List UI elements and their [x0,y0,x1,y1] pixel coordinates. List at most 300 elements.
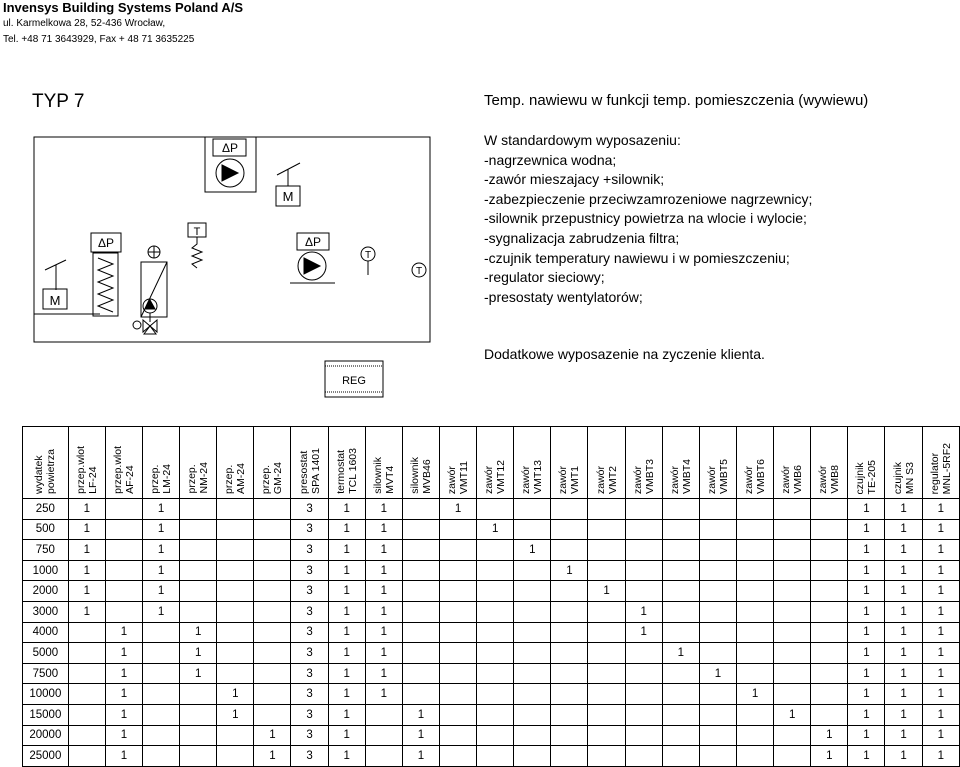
airflow-cell: 15000 [23,704,69,725]
column-header: presostat SPA 1401 [291,427,328,499]
quantity-cell: 1 [105,622,142,643]
quantity-cell: 1 [328,684,365,705]
airflow-cell: 5000 [23,643,69,664]
quantity-cell [514,725,551,746]
quantity-cell [662,601,699,622]
column-header: silownik MVB46 [402,427,439,499]
quantity-cell [105,540,142,561]
quantity-cell [477,622,514,643]
quantity-cell [662,684,699,705]
quantity-cell: 1 [477,519,514,540]
quantity-cell: 1 [105,725,142,746]
quantity-cell [477,684,514,705]
quantity-cell [439,746,476,767]
quantity-cell [662,540,699,561]
company-name: Invensys Building Systems Poland A/S [3,0,244,15]
airflow-cell: 20000 [23,725,69,746]
ahu-diagram [0,120,480,420]
quantity-cell [439,704,476,725]
quantity-cell: 1 [922,663,959,684]
quantity-cell: 1 [142,519,179,540]
quantity-cell [254,704,291,725]
table-row [23,499,960,520]
airflow-cell: 1000 [23,560,69,581]
quantity-cell [68,622,105,643]
quantity-cell [217,663,254,684]
room-temp-label: T [415,266,423,277]
column-header: przep.wlot LF-24 [68,427,105,499]
quantity-cell [699,643,736,664]
quantity-cell [365,704,402,725]
quantity-cell [588,643,625,664]
quantity-cell: 1 [848,601,885,622]
quantity-cell [142,622,179,643]
quantity-cell [402,581,439,602]
airflow-cell: 3000 [23,601,69,622]
quantity-cell: 1 [142,540,179,561]
column-header: zawór VMB8 [811,427,848,499]
quantity-cell: 1 [105,684,142,705]
quantity-cell: 3 [291,581,328,602]
quantity-cell: 1 [328,581,365,602]
quantity-cell [217,746,254,767]
quantity-cell [439,519,476,540]
quantity-cell [588,684,625,705]
table-row [23,622,960,643]
quantity-cell [551,519,588,540]
quantity-cell [180,519,217,540]
table-row [23,746,960,767]
quantity-cell [477,643,514,664]
quantity-cell [551,581,588,602]
quantity-cell [180,684,217,705]
quantity-cell [217,725,254,746]
quantity-cell: 3 [291,519,328,540]
quantity-cell [588,746,625,767]
quantity-cell: 1 [328,663,365,684]
quantity-cell [402,499,439,520]
quantity-cell [662,499,699,520]
column-header: czujnik MN S3 [885,427,922,499]
quantity-cell: 3 [291,601,328,622]
equipment-list [484,131,812,307]
quantity-cell: 3 [291,643,328,664]
table-row [23,643,960,664]
quantity-cell [514,601,551,622]
quantity-cell: 1 [922,581,959,602]
quantity-cell: 1 [365,499,402,520]
quantity-cell [142,725,179,746]
quantity-cell [625,581,662,602]
quantity-cell [625,704,662,725]
quantity-cell [68,746,105,767]
quantity-cell: 1 [142,601,179,622]
quantity-cell: 1 [105,746,142,767]
quantity-cell: 1 [402,746,439,767]
column-header: zawór VMBT3 [625,427,662,499]
column-header: zawór VMBT4 [662,427,699,499]
quantity-cell [736,643,773,664]
quantity-cell [514,684,551,705]
quantity-cell [736,704,773,725]
quantity-cell: 1 [402,725,439,746]
quantity-cell: 1 [922,560,959,581]
equipment-item: W standardowym wyposazeniu: [484,132,681,148]
quantity-cell [736,622,773,643]
quantity-cell: 1 [848,725,885,746]
quantity-cell: 1 [328,746,365,767]
quantity-cell [514,643,551,664]
quantity-cell [402,643,439,664]
filter-zigzag [98,258,113,312]
table-row [23,601,960,622]
table-row [23,684,960,705]
quantity-cell: 1 [365,560,402,581]
quantity-cell [662,704,699,725]
quantity-cell: 3 [291,560,328,581]
quantity-cell [402,622,439,643]
equipment-spec-table [22,426,960,767]
quantity-cell [811,560,848,581]
quantity-cell: 1 [922,499,959,520]
quantity-cell [699,581,736,602]
quantity-cell: 1 [885,560,922,581]
quantity-cell [402,519,439,540]
quantity-cell [477,663,514,684]
quantity-cell: 1 [922,704,959,725]
quantity-cell [105,601,142,622]
quantity-cell [551,725,588,746]
quantity-cell [180,601,217,622]
quantity-cell [68,704,105,725]
quantity-cell [477,540,514,561]
quantity-cell: 1 [328,519,365,540]
quantity-cell [180,725,217,746]
quantity-cell: 1 [365,601,402,622]
quantity-cell: 1 [848,704,885,725]
quantity-cell [402,663,439,684]
quantity-cell [514,622,551,643]
quantity-cell: 1 [848,684,885,705]
quantity-cell: 1 [922,725,959,746]
quantity-cell [625,499,662,520]
quantity-cell [736,540,773,561]
quantity-cell [68,684,105,705]
equipment-item: -nagrzewnica wodna; [484,151,617,168]
quantity-cell [736,746,773,767]
quantity-cell [254,560,291,581]
quantity-cell [625,560,662,581]
supply-temp-label: T [364,250,372,261]
quantity-cell: 1 [885,643,922,664]
quantity-cell [254,643,291,664]
equipment-item: -silownik przepustnicy powietrza na wlocie i wylocie; [484,210,807,227]
quantity-cell [551,663,588,684]
quantity-cell: 1 [105,643,142,664]
table-header-row [23,427,960,499]
quantity-cell [774,540,811,561]
quantity-cell: 1 [885,684,922,705]
quantity-cell [217,581,254,602]
quantity-cell [514,519,551,540]
quantity-cell: 1 [105,663,142,684]
quantity-cell: 1 [885,581,922,602]
table-row [23,663,960,684]
quantity-cell [439,540,476,561]
airflow-cell: 250 [23,499,69,520]
column-header: wydatek powietrza [23,427,69,499]
quantity-cell: 1 [68,499,105,520]
quantity-cell [625,684,662,705]
quantity-cell [551,622,588,643]
quantity-cell [365,725,402,746]
quantity-cell: 1 [180,622,217,643]
quantity-cell [477,560,514,581]
quantity-cell: 1 [328,704,365,725]
quantity-cell [217,499,254,520]
quantity-cell [662,746,699,767]
quantity-cell [774,684,811,705]
equipment-item: -regulator sieciowy; [484,269,605,286]
column-header: przep. LM-24 [142,427,179,499]
quantity-cell [736,725,773,746]
quantity-cell: 1 [922,519,959,540]
quantity-cell [551,746,588,767]
supply-fan-dp-label: ΔP [221,141,239,155]
quantity-cell [811,663,848,684]
quantity-cell [811,581,848,602]
table-row [23,560,960,581]
quantity-cell: 1 [588,581,625,602]
quantity-cell [439,581,476,602]
quantity-cell: 1 [811,746,848,767]
quantity-cell [625,663,662,684]
column-header: zawór VMT11 [439,427,476,499]
quantity-cell: 1 [142,499,179,520]
quantity-cell [625,746,662,767]
quantity-cell: 1 [848,581,885,602]
column-header: przep. GM-24 [254,427,291,499]
quantity-cell: 1 [699,663,736,684]
table-row [23,540,960,561]
column-header: zawór VMT13 [514,427,551,499]
quantity-cell [142,704,179,725]
quantity-cell [662,581,699,602]
quantity-cell: 1 [885,725,922,746]
quantity-cell: 1 [365,622,402,643]
airflow-cell: 750 [23,540,69,561]
quantity-cell [774,581,811,602]
quantity-cell [774,601,811,622]
inlet-actuator-label: M [49,293,61,308]
quantity-cell [402,684,439,705]
quantity-cell: 1 [885,540,922,561]
quantity-cell [254,540,291,561]
table-row [23,725,960,746]
table-row [23,704,960,725]
quantity-cell [254,663,291,684]
quantity-cell [736,560,773,581]
quantity-cell: 3 [291,725,328,746]
quantity-cell [514,560,551,581]
quantity-cell: 1 [922,601,959,622]
quantity-cell [811,519,848,540]
quantity-cell [254,581,291,602]
quantity-cell: 1 [885,663,922,684]
quantity-cell [625,540,662,561]
company-phone: Tel. +48 71 3643929, Fax + 48 71 3635225 [3,34,195,45]
quantity-cell: 1 [551,560,588,581]
quantity-cell: 1 [885,519,922,540]
column-header: zawór VMB6 [774,427,811,499]
quantity-cell [736,601,773,622]
quantity-cell: 1 [254,725,291,746]
table-row [23,519,960,540]
quantity-cell: 3 [291,622,328,643]
quantity-cell [736,581,773,602]
quantity-cell: 1 [217,684,254,705]
quantity-cell: 1 [848,519,885,540]
quantity-cell [142,663,179,684]
quantity-cell: 1 [365,684,402,705]
quantity-cell [625,643,662,664]
quantity-cell: 1 [922,684,959,705]
quantity-cell [774,746,811,767]
quantity-cell: 1 [105,704,142,725]
quantity-cell: 1 [68,540,105,561]
quantity-cell: 1 [365,643,402,664]
quantity-cell [588,601,625,622]
quantity-cell: 1 [142,581,179,602]
quantity-cell [142,746,179,767]
quantity-cell: 1 [811,725,848,746]
quantity-cell [699,601,736,622]
quantity-cell [217,560,254,581]
quantity-cell: 1 [68,519,105,540]
quantity-cell: 1 [180,643,217,664]
quantity-cell [736,663,773,684]
quantity-cell [402,601,439,622]
quantity-cell [402,560,439,581]
quantity-cell [477,725,514,746]
airflow-cell: 10000 [23,684,69,705]
quantity-cell [142,643,179,664]
quantity-cell: 1 [662,643,699,664]
quantity-cell: 1 [328,643,365,664]
quantity-cell [811,643,848,664]
equipment-item: -czujnik temperatury nawiewu i w pomieszczeniu; [484,249,790,266]
quantity-cell [105,560,142,581]
quantity-cell: 3 [291,540,328,561]
subtitle: Temp. nawiewu w funkcji temp. pomieszczenia (wywiewu) [484,92,869,109]
outlet-actuator-label: M [282,189,294,204]
frost-thermostat-label: T [193,226,201,238]
quantity-cell [662,622,699,643]
quantity-cell [588,663,625,684]
quantity-cell: 1 [365,663,402,684]
quantity-cell: 1 [625,601,662,622]
quantity-cell: 1 [848,499,885,520]
regulator-label: REG [342,375,366,387]
quantity-cell [588,540,625,561]
quantity-cell [551,601,588,622]
quantity-cell [811,622,848,643]
quantity-cell [699,519,736,540]
quantity-cell [68,725,105,746]
equipment-item: -zawór mieszajacy +silownik; [484,171,665,188]
quantity-cell [180,560,217,581]
filter-dp-label: ΔP [97,236,115,250]
quantity-cell [699,560,736,581]
quantity-cell: 1 [922,746,959,767]
column-header: zawór VMT2 [588,427,625,499]
column-header: przep. NM-24 [180,427,217,499]
column-header: przep.wlot AF-24 [105,427,142,499]
quantity-cell [477,581,514,602]
quantity-cell [625,725,662,746]
quantity-cell [662,560,699,581]
quantity-cell [217,643,254,664]
quantity-cell [736,499,773,520]
column-header: zawór VMBT5 [699,427,736,499]
quantity-cell [477,499,514,520]
quantity-cell [254,601,291,622]
quantity-cell: 1 [848,622,885,643]
quantity-cell: 3 [291,499,328,520]
quantity-cell: 1 [885,499,922,520]
quantity-cell: 1 [365,581,402,602]
quantity-cell [699,684,736,705]
quantity-cell [774,499,811,520]
quantity-cell [588,725,625,746]
quantity-cell [105,581,142,602]
quantity-cell [439,601,476,622]
quantity-cell: 1 [217,704,254,725]
quantity-cell [774,622,811,643]
quantity-cell [254,499,291,520]
quantity-cell [142,684,179,705]
quantity-cell [477,746,514,767]
quantity-cell [774,643,811,664]
quantity-cell [551,643,588,664]
quantity-cell: 3 [291,663,328,684]
quantity-cell: 1 [328,725,365,746]
quantity-cell: 1 [922,643,959,664]
quantity-cell [217,540,254,561]
column-header: zawór VMT1 [551,427,588,499]
quantity-cell: 1 [68,601,105,622]
quantity-cell [551,540,588,561]
quantity-cell [699,499,736,520]
quantity-cell [514,746,551,767]
extra-note: Dodatkowe wyposazenie na zyczenie klienta. [484,346,765,362]
quantity-cell [365,746,402,767]
quantity-cell: 3 [291,746,328,767]
quantity-cell [625,519,662,540]
quantity-cell [254,519,291,540]
quantity-cell [811,601,848,622]
column-header: zawór VMT12 [477,427,514,499]
column-header: zawór VMBT6 [736,427,773,499]
quantity-cell [439,663,476,684]
quantity-cell: 1 [514,540,551,561]
quantity-cell [180,746,217,767]
quantity-cell: 1 [625,622,662,643]
quantity-cell: 1 [885,601,922,622]
quantity-cell [439,622,476,643]
type-label: TYP 7 [32,91,85,112]
quantity-cell: 1 [328,622,365,643]
